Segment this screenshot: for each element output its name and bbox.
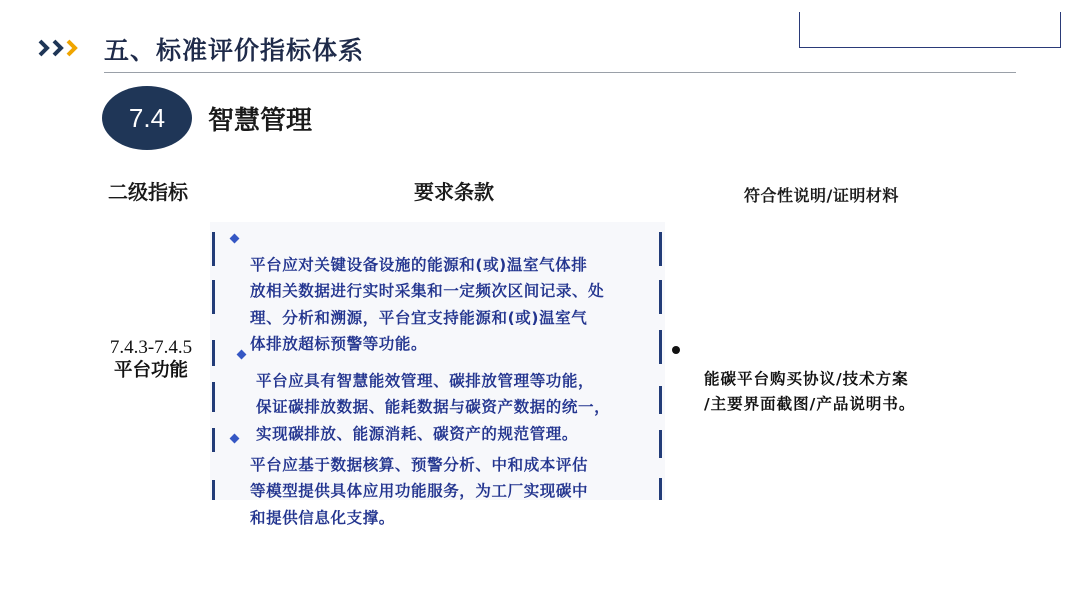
right-bar bbox=[659, 386, 662, 414]
right-bar bbox=[659, 478, 662, 500]
left-bar bbox=[212, 480, 215, 500]
requirement-line: 平台应具有智慧能效管理、碳排放管理等功能， bbox=[256, 371, 595, 390]
column-header-requirement: 要求条款 bbox=[414, 180, 494, 204]
subsection-number-badge: 7.4 bbox=[102, 86, 192, 150]
requirement-line: 理、分析和溯源，平台宜支持能源和(或)温室气 bbox=[250, 308, 588, 327]
indicator-code: 7.4.3-7.4.5 bbox=[109, 337, 193, 358]
column-header-indicator: 二级指标 bbox=[108, 180, 188, 204]
left-bar bbox=[212, 340, 215, 366]
bullet-dot-icon bbox=[672, 346, 680, 354]
requirement-line: 实现碳排放、能源消耗、碳资产的规范管理。 bbox=[256, 424, 579, 443]
left-bar bbox=[212, 382, 215, 412]
right-bar bbox=[659, 280, 662, 314]
requirement-line: 平台应对关键设备设施的能源和(或)温室气体排 bbox=[250, 255, 588, 274]
requirement-item bbox=[250, 425, 588, 558]
indicator-cell bbox=[98, 336, 204, 382]
requirement-line: 平台应基于数据核算、预警分析、中和成本评估 bbox=[250, 455, 589, 474]
evidence-line: 能碳平台购买协议/技术方案 bbox=[704, 370, 909, 388]
right-bar bbox=[659, 232, 662, 266]
indicator-name: 平台功能 bbox=[113, 360, 188, 381]
requirement-line: 保证碳排放数据、能耗数据与碳资产数据的统一， bbox=[256, 398, 611, 416]
chevrons-icon bbox=[37, 35, 89, 61]
right-bar bbox=[659, 330, 662, 364]
header-divider bbox=[104, 72, 1016, 73]
evidence-line: /主要界面截图/产品说明书。 bbox=[704, 395, 916, 413]
column-header-evidence: 符合性说明/证明材料 bbox=[744, 186, 899, 205]
evidence-text bbox=[704, 342, 915, 442]
section-title: 五、标准评价指标体系 bbox=[104, 36, 365, 65]
requirement-line: 放相关数据进行实时采集和一定频次区间记录、处 bbox=[250, 282, 605, 300]
subsection-title: 智慧管理 bbox=[208, 106, 313, 136]
right-bar bbox=[659, 430, 662, 458]
requirement-line: 体排放超标预警等功能。 bbox=[250, 335, 428, 353]
left-bar bbox=[212, 232, 215, 266]
requirement-line: 等模型提供具体应用功能服务，为工厂实现碳中 bbox=[250, 482, 589, 500]
left-bar bbox=[212, 280, 215, 314]
top-right-frame bbox=[799, 12, 1061, 48]
left-bar bbox=[212, 428, 215, 452]
requirement-line: 和提供信息化支撑。 bbox=[250, 508, 395, 527]
